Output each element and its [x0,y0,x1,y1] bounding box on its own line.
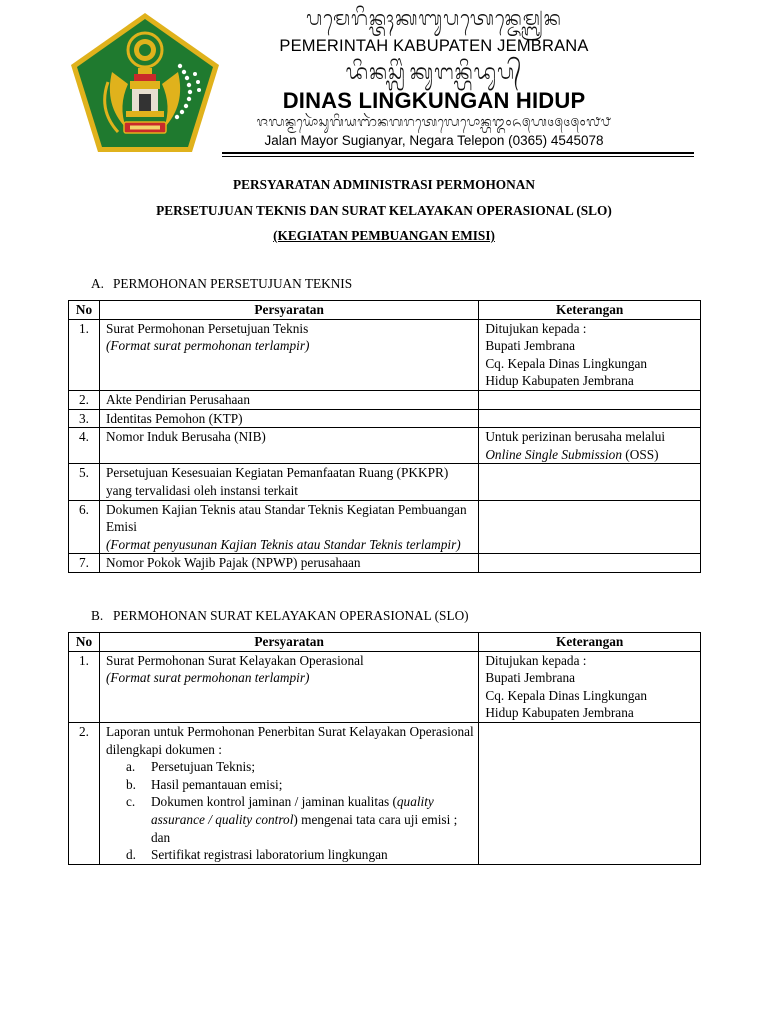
requirement-cell [99,722,478,864]
requirement-text: Akte Pendirian Perusahaan [99,390,478,409]
agency-name: DINAS LINGKUNGAN HIDUP [282,88,586,113]
table-row [69,554,701,573]
note-line: Ditujukan kepada : [485,652,587,668]
table-header-row [69,633,701,652]
row-number: 1. [69,319,100,390]
list-text-italic: quality assurance / quality control [150,794,434,827]
requirement-note-italic: (Format penyusunan Kajian Teknis atau Standar Teknis terlampir) [105,536,461,552]
row-number: 5. [69,464,100,500]
requirement-cell [99,500,478,554]
requirement-text: Dokumen Kajian Teknis atau Standar Teknis Kegiatan Pembuangan Emisi [105,501,467,535]
note-cell [479,428,701,464]
requirement-cell [99,319,478,390]
requirement-cell [99,651,478,722]
note-line: Cq. Kepala Dinas Lingkungan [485,687,648,703]
list-item [106,776,474,794]
table-row [69,722,701,864]
agency-address: Jalan Mayor Sugianyar, Negara Telepon (0365) 4545078 [264,133,604,148]
list-marker: a. [125,759,136,775]
table-row [69,428,701,464]
list-item [106,758,474,776]
document-title-line-3 [0,228,768,244]
row-number: 1. [69,651,100,722]
requirements-table-a [68,300,701,573]
oss-abbrev: (OSS) [621,446,659,462]
list-text-pre: Dokumen kontrol jaminan / jaminan kualitas ( [150,794,397,810]
note-cell [479,651,701,722]
note-cell [479,554,701,573]
list-item [106,846,474,864]
note-cell [479,390,701,409]
list-text [151,793,474,846]
note-cell [479,464,701,500]
table-header-row [69,301,701,320]
note-line: Bupati Jembrana [485,670,576,686]
document-subtitle: (KEGIATAN PEMBUANGAN EMISI) [273,228,495,243]
list-item [106,793,474,846]
column-header-note: Keterangan [479,633,701,652]
table-row [69,390,701,409]
letterhead-rule-thick [222,152,694,154]
document-title-line-2: PERSETUJUAN TEKNIS DAN SURAT KELAYAKAN OPERASIONAL (SLO) [156,203,612,218]
requirement-text: Laporan untuk Permohonan Penerbitan Surat Kelayakan Operasional dilengkapi dokumen : [105,723,474,757]
letterhead-rule-thin [222,156,694,157]
table-row [69,651,701,722]
requirement-note-italic: (Format surat permohonan terlampir) [105,670,310,686]
note-line: Ditujukan kepada : [485,320,587,336]
government-name: PEMERINTAH KABUPATEN JEMBRANA [279,37,589,55]
note-line [485,446,696,464]
column-header-no: No [69,633,100,652]
balinese-script-government: ᬧᬫᬾᬭᬶᬦ᭄ᬢᬄᬓᬩᬸᬧᬢᬾᬦ᭄ᬚᬾᬫ᭄ᬩ᭄ᬭᬦ [306,6,562,30]
note-cell [479,319,701,390]
row-number: 2. [69,390,100,409]
requirement-text: Surat Permohonan Surat Kelayakan Operasional [105,652,364,668]
list-marker: c. [125,794,136,810]
note-cell [479,409,701,428]
list-text-post: ) mengenai tata cara uji emisi ; dan [150,811,458,845]
requirement-text: Nomor Induk Berusaha (NIB) [99,428,478,464]
column-header-no: No [69,301,100,320]
row-number: 7. [69,554,100,573]
note-line: Cq. Kepala Dinas Lingkungan [485,355,648,371]
table-row [69,464,701,500]
balinese-script-agency: ᬤᬶᬦᬲ᭄ᬮᬶᬂᬓᬸᬗᬦ᭄ᬳᬶᬤᬸᬧ᭄ [345,60,523,84]
section-b-letter: B. [91,608,104,623]
requirement-text: Persetujuan Kesesuaian Kegiatan Pemanfaatan Ruang (PKKPR) yang tervalidasi oleh instansi terkait [99,464,478,500]
document-title-line-1: PERSYARATAN ADMINISTRASI PERMOHONAN [233,177,535,192]
section-a-heading [91,276,352,292]
list-text: Persetujuan Teknis; [150,759,256,775]
note-cell [479,722,701,864]
section-a-title: PERMOHONAN PERSETUJUAN TEKNIS [113,276,353,291]
column-header-note: Keterangan [479,301,701,320]
note-line: Bupati Jembrana [485,338,576,354]
list-text: Hasil pemantauan emisi; [150,776,283,792]
table-row [69,500,701,554]
column-header-requirement: Persyaratan [99,301,478,320]
list-marker: d. [125,847,136,863]
row-number: 3. [69,409,100,428]
note-line: Hidup Kabupaten Jembrana [485,705,634,721]
note-line: Hidup Kabupaten Jembrana [485,373,634,389]
list-marker: b. [125,776,136,792]
jembrana-regency-logo [68,10,222,155]
oss-italic: Online Single Submission [485,446,622,462]
requirement-text: Nomor Pokok Wajib Pajak (NPWP) perusahaan [99,554,478,573]
row-number: 6. [69,500,100,554]
section-b-title: PERMOHONAN SURAT KELAYAKAN OPERASIONAL (SLO) [113,608,469,623]
balinese-script-address: ᬚᬮᬦ᭄ᬫᬬᭀᬃᬲᬸᬕᬶᬬᬜᬃᬦᬕᬭᬢᬾᬮᬾᬧᭀᬦ᭄ᬳ᭓᭐᭖᭕ᬳ᭔᭕᭔᭕᭐᭗᭘ [256,115,612,130]
list-text: Sertifikat registrasi laboratorium lingkungan [150,847,388,863]
column-header-requirement: Persyaratan [99,633,478,652]
section-a-letter: A. [91,276,104,291]
requirement-text: Surat Permohonan Persetujuan Teknis [105,320,309,336]
row-number: 2. [69,722,100,864]
note-cell [479,500,701,554]
section-b-heading [91,608,469,624]
requirement-note-italic: (Format surat permohonan terlampir) [105,338,310,354]
requirement-text: Identitas Pemohon (KTP) [99,409,478,428]
table-row [69,319,701,390]
requirements-table-b [68,632,701,865]
note-line: Untuk perizinan berusaha melalui [485,429,666,445]
table-row [69,409,701,428]
row-number: 4. [69,428,100,464]
